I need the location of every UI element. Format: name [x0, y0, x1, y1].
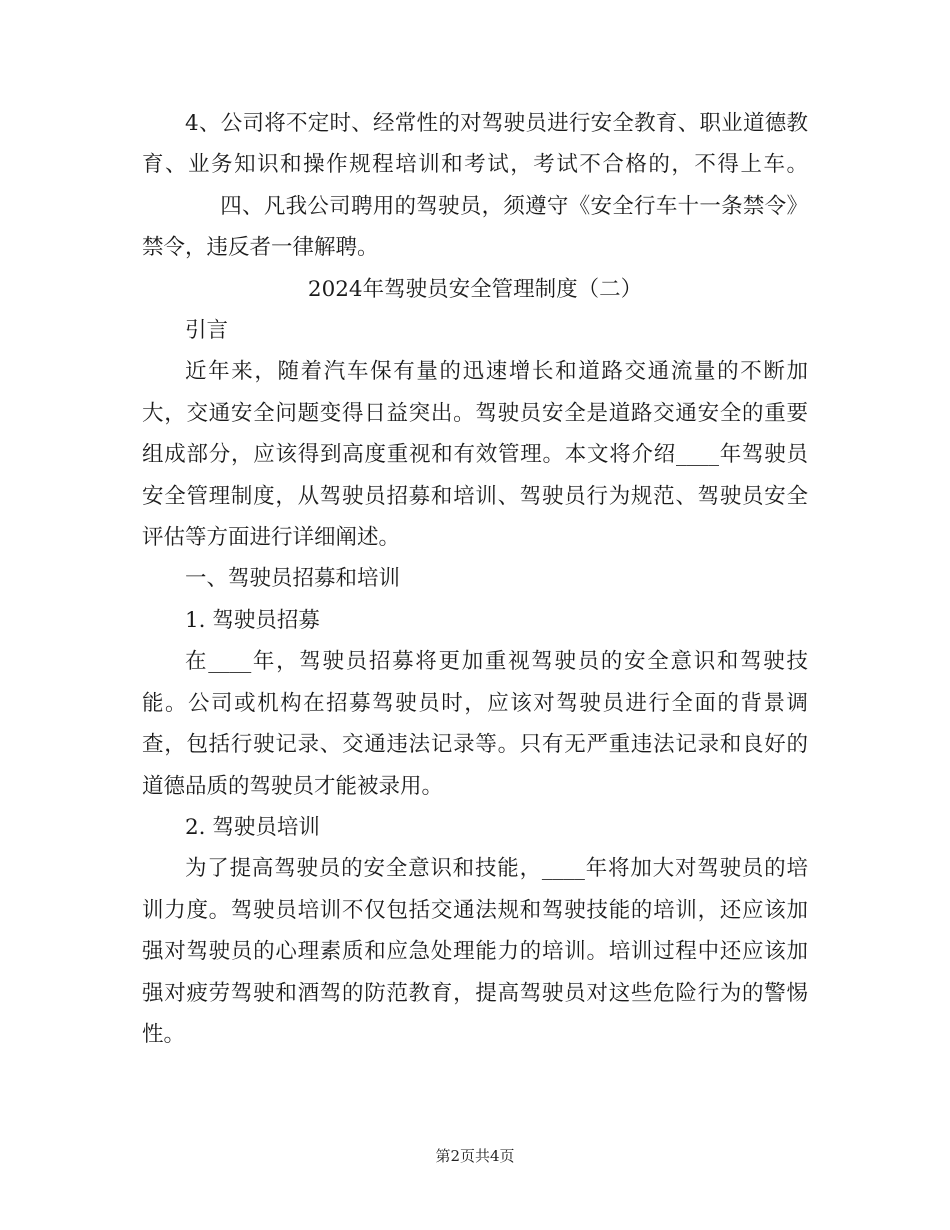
paragraph-continuation [142, 103, 808, 269]
paragraph-intro-heading: 引言 [185, 318, 229, 344]
section-title: 2024年驾驶员安全管理制度（二） [307, 276, 643, 302]
page-number: 第2页共4页 [435, 1147, 515, 1165]
paragraph-training: 为了提高驾驶员的安全意识和技能，____年将加大对驾驶员的培训力度。驾驶员培训不仅包括交通法规和驾驶技能的培训，还应该加强对驾驶员的心理素质和应急处理能力的培训。培训过程中还应该加强对疲劳驾驶和酒驾的防范教育，提高驾驶员对这些危险行为的警惕性。 [142, 856, 808, 1047]
paragraph-continuation-text: 4、公司将不定时、经常性的对驾驶员进行安全教育、职业道德教育、业务知识和操作规程培训和考试，考试不合格的，不得上车。 [142, 111, 808, 178]
page-footer [0, 1146, 950, 1166]
subheading-recruit: 1. 驾驶员招募 [185, 607, 320, 633]
subheading-training: 2. 驾驶员培训 [185, 814, 320, 840]
paragraph-intro: 近年来，随着汽车保有量的迅速增长和道路交通流量的不断加大，交通安全问题变得日益突出。驾驶员安全是道路交通安全的重要组成部分，应该得到高度重视和有效管理。本文将介绍____年驾驶员安全管理制度，从驾驶员招募和培训、驾驶员行为规范、驾驶员安全评估等方面进行详细阐述。 [142, 359, 808, 551]
heading-recruit-training: 一、驾驶员招募和培训 [185, 566, 401, 592]
paragraph-item-four: 四、凡我公司聘用的驾驶员，须遵守《安全行车十一条禁令》禁令，违反者一律解聘。 [142, 193, 808, 261]
paragraph-recruit: 在____年，驾驶员招募将更加重视驾驶员的安全意识和驾驶技能。公司或机构在招募驾驶员时，应该对驾驶员进行全面的背景调查，包括行驶记录、交通违法记录等。只有无严重违法记录和良好的道德品质的驾驶员才能被录用。 [142, 649, 808, 799]
document-body [142, 103, 808, 1055]
